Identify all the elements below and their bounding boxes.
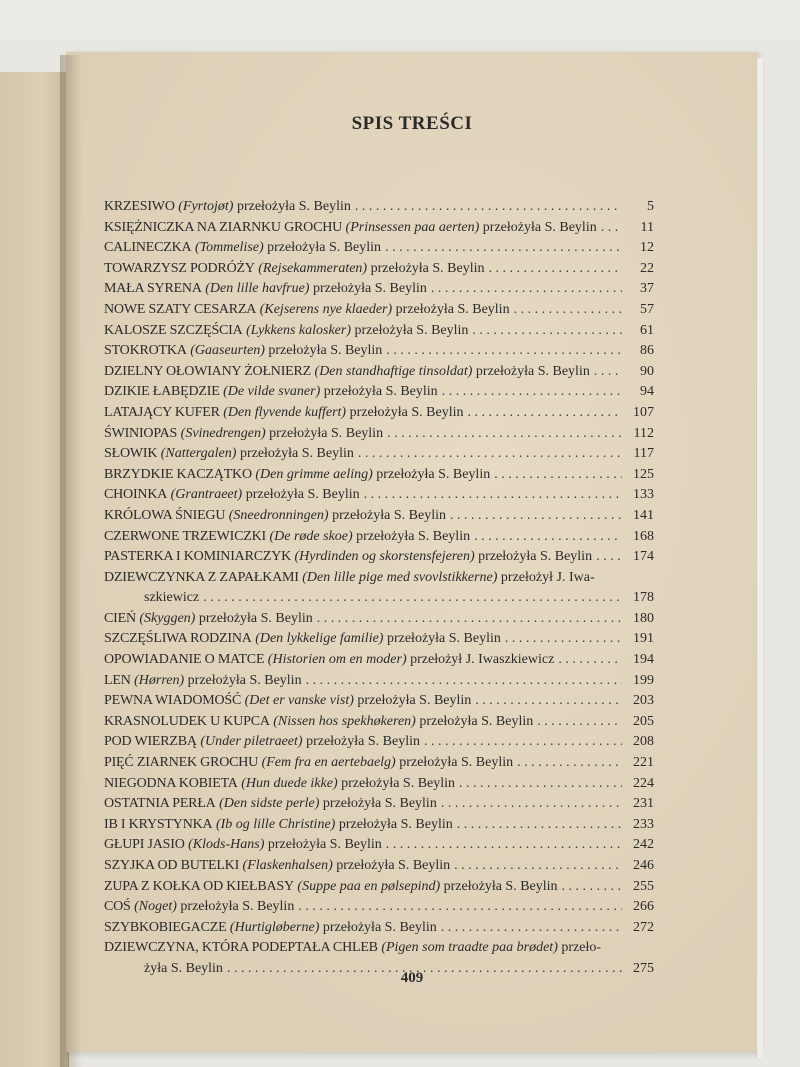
- left-page-edge: [0, 72, 69, 1067]
- leader-dots: [450, 506, 622, 527]
- toc-entry-original-title: (Prinsessen paa aerten): [345, 219, 480, 235]
- leader-dots: [364, 485, 622, 506]
- leader-dots: [457, 815, 622, 836]
- toc-entry-original-title: (Rejsekammeraten): [258, 260, 368, 276]
- toc-entry-page: 199: [633, 672, 654, 688]
- toc-entry-translator: przełożyła S. Beylin: [319, 919, 437, 935]
- toc-entry-translator: przełożyła S. Beylin: [264, 343, 383, 359]
- toc-entry-translator: przełożyła S. Beylin: [415, 713, 534, 729]
- toc-entry-text: [104, 424, 383, 445]
- toc-entry-title: PIĘĆ ZIARNEK GROCHU: [104, 755, 259, 771]
- leader-dots: [494, 465, 622, 486]
- toc-entry-translator: przełożyła S. Beylin: [263, 240, 382, 256]
- toc-entry-title: CHOINKA: [104, 487, 168, 503]
- leader-dots: [203, 588, 622, 609]
- toc-entry-title: KRZESIWO: [104, 199, 175, 214]
- toc-entry-title: BRZYDKIE KACZĄTKO: [104, 466, 252, 482]
- toc-entry-translator: przełożyła S. Beylin: [302, 734, 420, 750]
- toc-entry-text: [104, 815, 453, 836]
- toc-entry-title: SŁOWIK: [104, 446, 158, 462]
- toc-entry-title: COŚ: [104, 899, 131, 915]
- toc-entry-page: 94: [640, 384, 654, 400]
- toc-entry-page: 141: [633, 507, 654, 523]
- toc-entry-original-title: (Historien om en moder): [267, 652, 407, 668]
- toc-entry-original-title: (Hun duede ikke): [241, 775, 338, 791]
- toc-entry-translator: przełożyła S. Beylin: [472, 363, 590, 379]
- toc-entry-original-title: (Nissen hos spekhøkeren): [273, 713, 416, 729]
- toc-entry-original-title: (De vilde svaner): [223, 384, 321, 400]
- toc-entry-text: [104, 527, 470, 548]
- toc-entry: [104, 856, 654, 877]
- toc-entry: [104, 321, 654, 342]
- toc-entry-translator: przełożyła S. Beylin: [395, 755, 514, 771]
- toc-entry-text: [104, 568, 595, 589]
- toc-entry-title: NOWE SZATY CESARZA: [104, 301, 257, 317]
- toc-entry-page: 107: [633, 404, 654, 420]
- leader-dots: [355, 197, 622, 218]
- toc-entry-original-title: (Den flyvende kuffert): [223, 404, 347, 420]
- toc-entry: [104, 712, 654, 733]
- toc-entry-original-title: (Den lykkelige familie): [255, 631, 384, 647]
- toc-entry-text: [104, 835, 382, 856]
- toc-entry-page: 203: [633, 693, 654, 709]
- leader-dots: [441, 918, 622, 939]
- toc-entry-original-title: (Flaskenhalsen): [242, 858, 333, 873]
- toc-entry: [104, 753, 654, 774]
- toc-entry-original-title: (Suppe paa en pølsepind): [297, 878, 441, 894]
- toc-entry-original-title: (Klods-Hans): [188, 837, 265, 853]
- table-of-contents: [104, 197, 654, 980]
- toc-entry-title: SZYJKA OD BUTELKI: [104, 858, 240, 873]
- toc-entry-text: [104, 650, 554, 671]
- toc-entry-original-title: (Fyrtojøt): [178, 199, 234, 214]
- toc-entry-text: [104, 918, 437, 939]
- toc-entry-text: [104, 444, 354, 465]
- toc-entry-text: [104, 362, 590, 383]
- toc-entry-translator: przełożyła S. Beylin: [479, 219, 597, 235]
- toc-entry-page: 11: [640, 219, 654, 235]
- toc-entry-text: [104, 712, 533, 733]
- toc-entry: [104, 732, 654, 753]
- toc-entry-translator: przełożyła S. Beylin: [309, 281, 427, 297]
- leader-dots: [442, 382, 622, 403]
- toc-entry-text: [104, 218, 597, 239]
- toc-entry-continuation: [104, 588, 654, 609]
- toc-entry-page: 194: [633, 652, 654, 668]
- toc-entry-page: 133: [633, 487, 654, 503]
- toc-entry-text: [104, 300, 510, 321]
- toc-entry: [104, 938, 654, 959]
- toc-entry: [104, 527, 654, 548]
- toc-entry-original-title: (Noget): [134, 899, 177, 915]
- toc-entry: [104, 835, 654, 856]
- toc-entry-original-title: (Hurtigløberne): [229, 919, 320, 935]
- toc-entry-translator: przełożyła S. Beylin: [233, 199, 351, 214]
- toc-entry-title: DZIEWCZYNKA Z ZAPAŁKAMI: [104, 569, 299, 585]
- leader-dots: [474, 527, 622, 548]
- toc-entry-title: DZIKIE ŁABĘDZIE: [104, 384, 220, 400]
- toc-entry-translator: przełożyła S. Beylin: [392, 301, 510, 317]
- toc-entry-text: [104, 321, 468, 342]
- leader-dots: [489, 259, 622, 280]
- toc-entry-text: [104, 609, 313, 630]
- toc-entry-continuation-text: szkiewicz: [144, 590, 200, 606]
- leader-dots: [594, 362, 622, 383]
- toc-entry-translator: przełożyła S. Beylin: [372, 466, 491, 482]
- toc-entry-title: DZIEWCZYNA, KTÓRA PODEPTAŁA CHLEB: [104, 940, 378, 956]
- toc-entry: [104, 259, 654, 280]
- toc-entry-original-title: (Den lille pige med svovlstikkerne): [302, 569, 498, 585]
- toc-entry: [104, 691, 654, 712]
- page-title: SPIS TREŚCI: [351, 113, 473, 134]
- toc-entry-page: 255: [633, 878, 654, 894]
- toc-entry-translator: przełożyła S. Beylin: [335, 816, 453, 832]
- toc-entry-page: 37: [640, 281, 654, 297]
- toc-entry-page: 112: [633, 425, 654, 441]
- toc-entry-original-title: (Hørren): [134, 672, 185, 688]
- toc-entry-page: 12: [640, 240, 654, 256]
- toc-entry-page: 125: [633, 466, 654, 482]
- toc-entry-translator: przełożyła S. Beylin: [195, 610, 313, 626]
- toc-entry-original-title: (Gaaseurten): [190, 343, 265, 359]
- toc-entry-text: [104, 465, 490, 486]
- toc-entry-title: CALINECZKA: [104, 240, 192, 256]
- toc-entry-translator: przełożyła S. Beylin: [264, 837, 382, 853]
- toc-entry: [104, 650, 654, 671]
- toc-entry-page: 61: [640, 322, 654, 338]
- toc-entry-page: 221: [633, 755, 654, 771]
- leader-dots: [505, 629, 622, 650]
- leader-dots: [441, 794, 622, 815]
- toc-entry-page: 168: [633, 528, 654, 544]
- toc-entry-page: 272: [633, 919, 654, 935]
- leader-dots: [475, 691, 622, 712]
- toc-entry-translator: przełożyła S. Beylin: [320, 384, 438, 400]
- toc-entry-page: 242: [633, 837, 654, 853]
- toc-entry-title: GŁUPI JASIO: [104, 837, 185, 853]
- toc-entry-page: 266: [633, 899, 654, 915]
- toc-entry-original-title: (Pigen som traadte paa brødet): [381, 940, 558, 956]
- toc-entry-original-title: (Tommelise): [194, 240, 264, 256]
- leader-dots: [424, 732, 622, 753]
- leader-dots: [468, 403, 623, 424]
- toc-entry-original-title: (Under piletraeet): [200, 734, 303, 750]
- toc-entry: [104, 424, 654, 445]
- toc-entry: [104, 197, 654, 218]
- toc-entry-translator: przełożyła S. Beylin: [346, 404, 464, 420]
- page-number: 409: [400, 970, 424, 986]
- toc-entry-original-title: (Den standhaftige tinsoldat): [314, 363, 473, 379]
- toc-entry-title: SZYBKOBIEGACZE: [104, 919, 227, 935]
- toc-entry-original-title: (De røde skoe): [269, 528, 353, 544]
- leader-dots: [298, 897, 622, 918]
- toc-entry-continuation-text: żyła S. Beylin: [144, 960, 223, 976]
- toc-entry-original-title: (Sneedronningen): [228, 507, 329, 523]
- toc-entry-title: ŚWINIOPAS: [104, 425, 178, 441]
- toc-entry-title: TOWARZYSZ PODRÓŻY: [104, 260, 255, 276]
- toc-entry-page: 86: [640, 343, 654, 359]
- toc-entry-title: KRÓLOWA ŚNIEGU: [104, 507, 226, 523]
- toc-entry-text: [104, 691, 471, 712]
- toc-entry-title: ZUPA Z KOŁKA OD KIEŁBASY: [104, 878, 294, 894]
- leader-dots: [537, 712, 622, 733]
- toc-entry-title: CIEŃ: [104, 610, 136, 626]
- toc-entry: [104, 362, 654, 383]
- toc-entry-original-title: (Den grimme aeling): [255, 466, 373, 482]
- toc-entry-text: [104, 732, 420, 753]
- toc-entry-title: OSTATNIA PERŁA: [104, 796, 216, 812]
- toc-entry: [104, 382, 654, 403]
- leader-dots: [558, 650, 622, 671]
- toc-entry-text: [104, 259, 485, 280]
- leader-dots: [562, 877, 622, 898]
- toc-entry-page: 57: [640, 301, 654, 317]
- toc-entry: [104, 485, 654, 506]
- toc-entry-title: CZERWONE TRZEWICZKI: [104, 528, 266, 544]
- toc-entry-page: 90: [640, 363, 654, 379]
- toc-entry-translator: przełożyła S. Beylin: [352, 528, 471, 544]
- toc-entry-original-title: (Det er vanske vist): [244, 693, 354, 709]
- toc-entry-original-title: (Kejserens nye klaeder): [259, 301, 393, 317]
- toc-entry-page: 233: [633, 816, 654, 832]
- toc-entry: [104, 897, 654, 918]
- toc-entry-text: [104, 774, 455, 795]
- toc-entry-page: 246: [633, 858, 654, 873]
- toc-entry: [104, 547, 654, 568]
- toc-entry-title: KALOSZE SZCZĘŚCIA: [104, 322, 243, 338]
- toc-entry: [104, 918, 654, 939]
- toc-entry: [104, 629, 654, 650]
- toc-entry: [104, 279, 654, 300]
- toc-entry-text: [104, 629, 501, 650]
- leader-dots: [601, 218, 622, 239]
- toc-entry-original-title: (Nattergalen): [160, 446, 237, 462]
- toc-entry-title: STOKROTKA: [104, 343, 187, 359]
- toc-entry-original-title: (Hyrdinden og skorstensfejeren): [294, 549, 475, 565]
- toc-entry-original-title: (Den lille havfrue): [205, 281, 310, 297]
- toc-entry-page: 180: [633, 610, 654, 626]
- toc-entry-title: LATAJĄCY KUFER: [104, 404, 220, 420]
- toc-entry-translator: przełożyła S. Beylin: [319, 796, 437, 812]
- toc-entry-title: MAŁA SYRENA: [104, 281, 202, 297]
- toc-entry-original-title: (Fem fra en aertebaelg): [261, 755, 396, 771]
- toc-entry: [104, 609, 654, 630]
- toc-entry-page: 22: [640, 260, 654, 276]
- toc-entry-translator: przełożyła S. Beylin: [328, 507, 446, 523]
- toc-entry-translator: przełożyła S. Beylin: [367, 260, 485, 276]
- leader-dots: [385, 238, 622, 259]
- leader-dots: [472, 321, 622, 342]
- toc-entry-text: [104, 279, 427, 300]
- toc-entry-text: [104, 877, 558, 898]
- toc-entry: [104, 794, 654, 815]
- toc-entry-text: [104, 485, 360, 506]
- leader-dots: [306, 671, 622, 692]
- toc-entry-translator: przełożyła S. Beylin: [383, 631, 501, 647]
- toc-entry-page: 117: [633, 446, 654, 462]
- toc-entry-translator: przeło-: [557, 940, 602, 956]
- toc-entry-translator: przełożyła S. Beylin: [176, 899, 295, 915]
- toc-entry: [104, 815, 654, 836]
- toc-entry: [104, 465, 654, 486]
- toc-entry-text: [104, 382, 438, 403]
- toc-entry-text: [104, 794, 437, 815]
- toc-entry-title: PASTERKA I KOMINIARCZYK: [104, 549, 292, 565]
- toc-entry-translator: przełożyła S. Beylin: [353, 693, 472, 709]
- toc-entry-text: [104, 856, 450, 877]
- toc-entry-text: [104, 238, 381, 259]
- toc-entry-title: POD WIERZBĄ: [104, 734, 197, 750]
- leader-dots: [358, 444, 622, 465]
- toc-entry: [104, 671, 654, 692]
- toc-entry-translator: przełożyła S. Beylin: [242, 487, 360, 503]
- toc-entry-original-title: (Lykkens kalosker): [246, 322, 351, 338]
- toc-entry-translator: przełożyła S. Beylin: [440, 878, 558, 894]
- toc-entry-page: 208: [633, 734, 654, 750]
- toc-entry-original-title: (Skyggen): [139, 610, 196, 626]
- toc-entry-translator: przełożył J. Iwa-: [497, 569, 595, 585]
- toc-entry-page: 205: [633, 713, 654, 729]
- toc-entry-title: OPOWIADANIE O MATCE: [104, 652, 265, 668]
- toc-entry-title: SZCZĘŚLIWA RODZINA: [104, 631, 252, 647]
- leader-dots: [517, 753, 622, 774]
- toc-entry: [104, 568, 654, 589]
- toc-entry: [104, 403, 654, 424]
- toc-entry: [104, 444, 654, 465]
- toc-entry: [104, 774, 654, 795]
- toc-entry-text: [104, 897, 294, 918]
- toc-entry-text: [104, 341, 382, 362]
- toc-entry-text: [104, 753, 513, 774]
- toc-entry-translator: przełożył J. Iwaszkiewicz: [406, 652, 555, 668]
- toc-entry-text: [104, 506, 446, 527]
- leader-dots: [514, 300, 622, 321]
- leader-dots: [387, 424, 622, 445]
- leader-dots: [317, 609, 622, 630]
- toc-entry: [104, 218, 654, 239]
- toc-entry-title: IB I KRYSTYNKA: [104, 816, 213, 832]
- toc-entry-translator: przełożyła S. Beylin: [236, 446, 354, 462]
- toc-entry-page: 5: [647, 199, 654, 214]
- toc-entry-translator: przełożyła S. Beylin: [474, 549, 593, 565]
- toc-entry-translator: przełożyła S. Beylin: [184, 672, 302, 688]
- leader-dots: [454, 856, 622, 877]
- toc-entry-title: NIEGODNA KOBIETA: [104, 775, 238, 791]
- toc-entry: [104, 506, 654, 527]
- toc-entry-translator: przełożyła S. Beylin: [332, 858, 451, 873]
- toc-entry: [104, 238, 654, 259]
- toc-entry-page: 174: [633, 549, 654, 565]
- toc-entry-page: 224: [633, 775, 654, 791]
- toc-entry-text: [104, 547, 592, 568]
- toc-entry-title: DZIELNY OŁOWIANY ŻOŁNIERZ: [104, 363, 312, 379]
- page-right-edge: [756, 58, 763, 1058]
- toc-entry-text: [104, 197, 351, 218]
- leader-dots: [386, 835, 622, 856]
- toc-entry-page: 178: [633, 590, 654, 606]
- toc-entry-page: 191: [633, 631, 654, 647]
- leader-dots: [596, 547, 622, 568]
- toc-entry-text: [104, 403, 464, 424]
- toc-entry: [104, 300, 654, 321]
- toc-entry-page: 231: [633, 796, 654, 812]
- toc-entry: [104, 341, 654, 362]
- toc-entry-title: KRASNOLUDEK U KUPCA: [104, 713, 270, 729]
- toc-entry-translator: przełożyła S. Beylin: [265, 425, 384, 441]
- toc-entry-title: PEWNA WIADOMOŚĆ: [104, 693, 242, 709]
- toc-entry-original-title: (Svinedrengen): [180, 425, 266, 441]
- spine-shadow: [60, 55, 82, 1067]
- toc-entry-page: 275: [633, 960, 654, 976]
- leader-dots: [386, 341, 622, 362]
- toc-entry-original-title: (Den sidste perle): [219, 796, 320, 812]
- leader-dots: [431, 279, 622, 300]
- toc-entry-title: KSIĘŻNICZKA NA ZIARNKU GROCHU: [104, 219, 343, 235]
- toc-entry-translator: przełożyła S. Beylin: [351, 322, 469, 338]
- toc-entry-translator: przełożyła S. Beylin: [337, 775, 456, 791]
- toc-entry-title: LEN: [104, 672, 131, 688]
- leader-dots: [459, 774, 622, 795]
- toc-entry-text: [104, 938, 601, 959]
- toc-entry-original-title: (Grantraeet): [170, 487, 243, 503]
- toc-entry: [104, 877, 654, 898]
- toc-entry-text: [104, 671, 302, 692]
- toc-entry-original-title: (Ib og lille Christine): [215, 816, 336, 832]
